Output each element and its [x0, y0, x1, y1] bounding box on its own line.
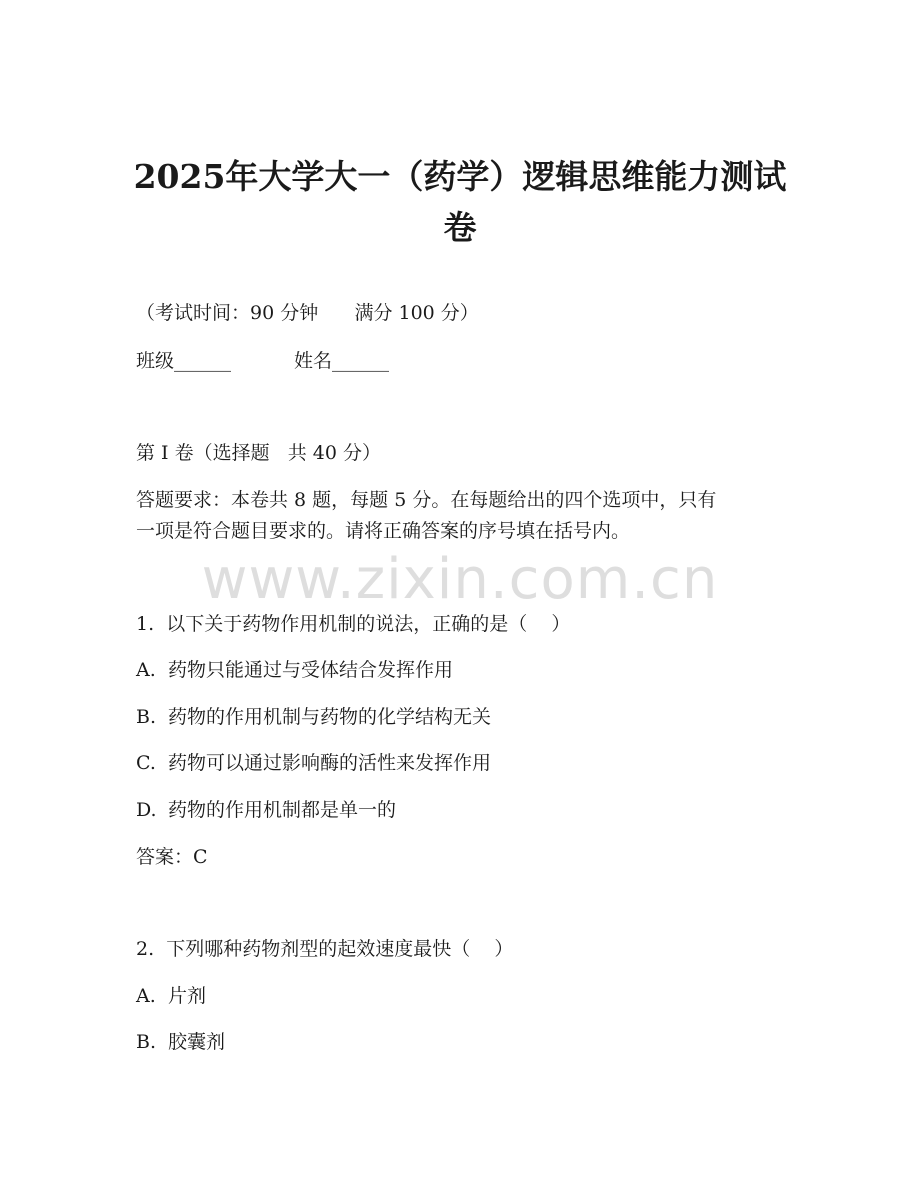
question-1-option-d	[136, 797, 396, 823]
question-2-option-a	[136, 983, 206, 1009]
section-heading: 第 I 卷（选择题 共 40 分）	[136, 442, 381, 464]
instructions-line-2: 一项是符合题目要求的。请将正确答案的序号填在括号内。	[136, 520, 631, 542]
option-letter: D.	[136, 799, 157, 821]
option-letter: A.	[136, 985, 156, 1007]
option-letter: B.	[136, 1031, 157, 1053]
question-1-option-c	[136, 750, 491, 776]
class-field: 班级______	[136, 350, 232, 372]
question-1-answer: 答案：C	[136, 846, 208, 868]
question-2-option-b	[136, 1029, 225, 1055]
question-1-stem: 1. 以下关于药物作用机制的说法，正确的是（ ）	[136, 613, 571, 635]
exam-info: （考试时间：90 分钟 满分 100 分）	[136, 302, 479, 324]
option-letter: A.	[136, 659, 156, 681]
document-title-line-2: 卷	[443, 208, 477, 247]
name-field: 姓名______	[294, 350, 390, 372]
option-text: 药物的作用机制与药物的化学结构无关	[168, 706, 492, 728]
option-text: 药物只能通过与受体结合发挥作用	[168, 659, 454, 681]
document-title-line-1: 2025年大学大一（药学）逻辑思维能力测试	[133, 157, 787, 196]
question-2-stem: 2. 下列哪种药物剂型的起效速度最快（ ）	[136, 938, 514, 960]
question-1-option-a	[136, 657, 453, 683]
instructions-line-1: 答题要求：本卷共 8 题，每题 5 分。在每题给出的四个选项中，只有	[136, 489, 717, 511]
watermark: www.zixin.com.cn	[201, 547, 719, 612]
option-text: 药物可以通过影响酶的活性来发挥作用	[168, 752, 492, 774]
option-text: 药物的作用机制都是单一的	[168, 799, 397, 821]
option-text: 片剂	[168, 985, 207, 1007]
option-letter: C.	[136, 752, 156, 774]
option-text: 胶囊剂	[168, 1031, 226, 1053]
option-letter: B.	[136, 706, 157, 728]
question-1-option-b	[136, 704, 491, 730]
